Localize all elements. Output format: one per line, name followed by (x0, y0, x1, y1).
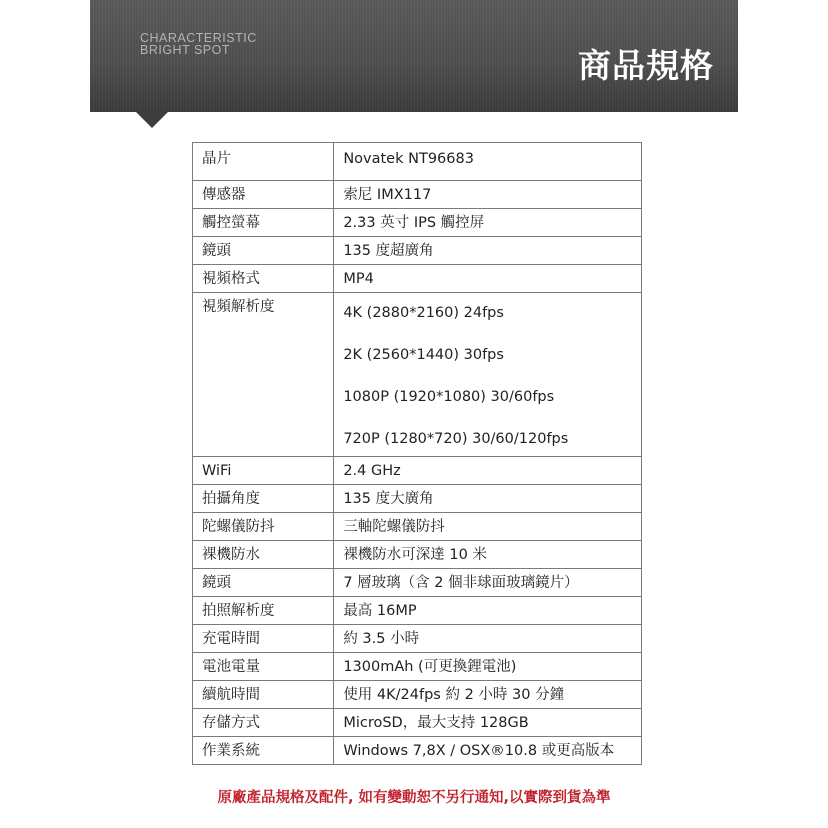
spec-value: 索尼 IMX117 (334, 181, 642, 209)
spec-label: 拍攝角度 (193, 485, 334, 513)
spec-row-lens-angle (193, 237, 642, 265)
spec-label: 觸控螢幕 (193, 209, 334, 237)
spec-value: 135 度大廣角 (334, 485, 642, 513)
spec-label: 作業系統 (193, 737, 334, 765)
spec-label: 鏡頭 (193, 569, 334, 597)
spec-value: Windows 7,8X / OSX®10.8 或更高版本 (334, 737, 642, 765)
spec-label: 鏡頭 (193, 237, 334, 265)
resolution-option: 4K (2880*2160) 24fps (343, 305, 504, 321)
header-banner (90, 0, 738, 112)
spec-row-shooting-angle (193, 485, 642, 513)
spec-label: WiFi (193, 457, 334, 485)
spec-row-video-resolution (193, 293, 642, 457)
spec-row-os (193, 737, 642, 765)
spec-label: 存儲方式 (193, 709, 334, 737)
spec-row-wifi (193, 457, 642, 485)
spec-label: 裸機防水 (193, 541, 334, 569)
spec-value: 使用 4K/24fps 約 2 小時 30 分鐘 (334, 681, 642, 709)
spec-value: 約 3.5 小時 (334, 625, 642, 653)
spec-row-charging-time (193, 625, 642, 653)
spec-row-chip (193, 143, 642, 181)
spec-row-stabilization (193, 513, 642, 541)
resolution-option: 720P (1280*720) 30/60/120fps (343, 431, 569, 447)
spec-row-waterproof (193, 541, 642, 569)
spec-table (192, 142, 642, 765)
spec-row-lens-glass (193, 569, 642, 597)
spec-row-video-format (193, 265, 642, 293)
page-title: 商品規格 (578, 46, 714, 85)
disclaimer-note: 原廠產品規格及配件, 如有變動恕不另行通知,以實際到貨為準 (217, 790, 611, 806)
spec-label: 充電時間 (193, 625, 334, 653)
spec-value: 裸機防水可深達 10 米 (334, 541, 642, 569)
banner-subtitle (140, 32, 257, 56)
spec-row-battery-life (193, 681, 642, 709)
spec-value: MP4 (334, 265, 642, 293)
spec-label: 續航時間 (193, 681, 334, 709)
spec-value: 7 層玻璃（含 2 個非球面玻璃鏡片） (334, 569, 642, 597)
spec-value-list (334, 293, 642, 457)
spec-row-photo-resolution (193, 597, 642, 625)
spec-value: Novatek NT96683 (334, 143, 642, 181)
spec-value: 最高 16MP (334, 597, 642, 625)
spec-row-sensor (193, 181, 642, 209)
spec-label: 電池電量 (193, 653, 334, 681)
spec-label: 晶片 (193, 143, 334, 181)
spec-value: MicroSD，最大支持 128GB (334, 709, 642, 737)
spec-row-battery (193, 653, 642, 681)
spec-label: 傳感器 (193, 181, 334, 209)
banner-subtitle-line-1: CHARACTERISTIC (140, 31, 257, 45)
spec-value: 三軸陀螺儀防抖 (334, 513, 642, 541)
spec-label: 拍照解析度 (193, 597, 334, 625)
spec-row-storage (193, 709, 642, 737)
spec-row-touchscreen (193, 209, 642, 237)
spec-value: 2.33 英寸 IPS 觸控屏 (334, 209, 642, 237)
resolution-option: 2K (2560*1440) 30fps (343, 347, 504, 363)
spec-label: 視頻解析度 (193, 293, 334, 457)
spec-value: 135 度超廣角 (334, 237, 642, 265)
spec-label: 視頻格式 (193, 265, 334, 293)
banner-notch-decoration (135, 111, 169, 128)
spec-value: 1300mAh (可更換鋰電池) (334, 653, 642, 681)
resolution-option: 1080P (1920*1080) 30/60fps (343, 389, 555, 405)
spec-label: 陀螺儀防抖 (193, 513, 334, 541)
banner-subtitle-line-2: BRIGHT SPOT (140, 43, 231, 57)
spec-value: 2.4 GHz (334, 457, 642, 485)
